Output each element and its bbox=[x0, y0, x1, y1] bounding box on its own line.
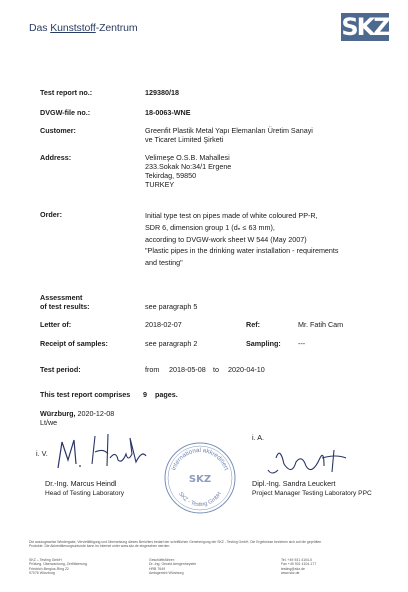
order-line: "Plastic pipes in the drinking water installation - requirements bbox=[145, 246, 339, 256]
receipt-label: Receipt of samples: bbox=[40, 339, 108, 348]
order-line: SDR 6, dimension group 1 (dₙ ≤ 63 mm), bbox=[145, 222, 275, 232]
initials: Lt/we bbox=[40, 418, 58, 427]
order-line: according to DVGW-work sheet W 544 (May 2007) bbox=[145, 234, 307, 244]
left-iv: i. V. bbox=[36, 449, 48, 458]
comprises-unit: pages. bbox=[155, 390, 178, 399]
sampling-value: --- bbox=[298, 339, 306, 348]
footer-management-line: Geschäftsführer: bbox=[149, 558, 175, 562]
ref-value: Mr. Fatih Cam bbox=[298, 320, 344, 329]
assessment-label bbox=[40, 293, 90, 311]
address-line: Tekirdag, 59850 bbox=[145, 171, 197, 180]
accreditation-stamp bbox=[160, 438, 240, 518]
footer-legal bbox=[29, 540, 384, 548]
footer-fax: Fax +49 931 4104-177 bbox=[281, 562, 317, 567]
footer-management-line: HRB 7649 bbox=[149, 566, 166, 571]
address-label: Address: bbox=[40, 153, 72, 162]
brand-suffix: -Zentrum bbox=[95, 22, 138, 34]
footer-management-line: Dr.-Ing. Gerald Aengenheyster bbox=[149, 562, 197, 567]
footer-company-line: Friedrich-Bergius-Ring 22 bbox=[29, 566, 69, 571]
report-no-value: 129380/18 bbox=[145, 88, 179, 97]
order-label: Order: bbox=[40, 210, 62, 219]
assessment-value: see paragraph 5 bbox=[145, 302, 198, 311]
address-line: Velimeşe O.S.B. Mahallesi bbox=[145, 153, 230, 162]
ref-label: Ref: bbox=[246, 320, 260, 329]
footer-phone: Tel. +49 931 4104-0 bbox=[281, 558, 313, 562]
place-date-value: 2020-12-08 bbox=[77, 409, 115, 418]
period-label: Test period: bbox=[40, 365, 81, 374]
footer-legal-line: Die auszugsweise Wiedergabe, Vervielfältigung und Übersetzung dieses Berichtes bedarf der schriftlichen Genehmigung der SKZ - Testing GmbH. Die Ergebnisse beziehen sich auf die geprüften bbox=[29, 540, 322, 544]
order-value bbox=[145, 210, 339, 269]
footer-management bbox=[149, 558, 196, 576]
footer-website-link[interactable]: www.skz.de bbox=[281, 571, 300, 576]
address-line: 233.Sokak No:34/1 Ergene bbox=[145, 162, 232, 171]
brand-wordmark bbox=[29, 22, 138, 34]
footer-company-line: 97076 Würzburg bbox=[29, 571, 55, 576]
right-signer-role: Project Manager Testing Laboratory PPC bbox=[252, 490, 372, 497]
order-line: Initial type test on pipes made of white coloured PP-R, bbox=[145, 211, 318, 220]
letter-label: Letter of: bbox=[40, 320, 72, 329]
stamp-bottom-text: SKZ - Testing GmbH bbox=[177, 491, 223, 509]
footer-contact bbox=[281, 558, 316, 576]
dvgw-label: DVGW-file no.: bbox=[40, 108, 91, 117]
place-date bbox=[40, 409, 114, 418]
left-signer-name: Dr.-Ing. Marcus Heindl bbox=[45, 479, 117, 488]
order-line: and testing" bbox=[145, 258, 183, 268]
stamp-center-text: SKZ bbox=[188, 474, 212, 485]
receipt-value: see paragraph 2 bbox=[145, 339, 198, 348]
customer-line: ve Ticaret Limited Şirketi bbox=[145, 135, 224, 144]
footer-company-line: Prüfung, Überwachung, Zertifizierung bbox=[29, 562, 87, 567]
brand-main: Kunststoff bbox=[50, 22, 96, 34]
footer-company bbox=[29, 558, 87, 576]
right-signature-image bbox=[262, 436, 362, 482]
period-to: to bbox=[213, 365, 219, 374]
footer-legal-line: Produkte. Die Akkreditierungsurkunde kann im Internet unter www.skz.de eingesehen werden. bbox=[29, 544, 171, 549]
skz-logo: SKZ bbox=[341, 13, 389, 41]
place-city: Würzburg, bbox=[40, 409, 76, 418]
brand-prefix: Das bbox=[29, 22, 51, 34]
footer-management-line: Amtsgericht Würzburg bbox=[149, 571, 184, 576]
assessment-label-line: Assessment bbox=[40, 293, 83, 302]
footer-company-line: SKZ – Testing GmbH bbox=[29, 558, 62, 562]
period-from: from bbox=[145, 365, 160, 374]
customer-label: Customer: bbox=[40, 126, 76, 135]
dvgw-value: 18-0063-WNE bbox=[145, 108, 191, 117]
right-signer-name: Dipl.-Ing. Sandra Leuckert bbox=[252, 479, 336, 488]
assessment-label-line: of test results: bbox=[40, 302, 90, 311]
period-start: 2018-05-08 bbox=[169, 365, 206, 374]
right-ia: i. A. bbox=[252, 433, 264, 442]
sampling-label: Sampling: bbox=[246, 339, 281, 348]
address-line: TURKEY bbox=[145, 180, 175, 189]
comprises-text: This test report comprises bbox=[40, 390, 131, 399]
customer-value bbox=[145, 126, 313, 144]
report-no-label: Test report no.: bbox=[40, 88, 93, 97]
footer-email-link[interactable]: testing@skz.de bbox=[281, 566, 305, 571]
left-signature-image bbox=[52, 424, 152, 474]
comprises-pages: 9 bbox=[143, 390, 147, 399]
left-signer-role: Head of Testing Laboratory bbox=[45, 490, 125, 497]
letter-value: 2018-02-07 bbox=[145, 320, 182, 329]
address-value bbox=[145, 153, 231, 189]
period-end: 2020-04-10 bbox=[228, 365, 265, 374]
customer-line: Greenfit Plastik Metal Yapı Elemanları Üretim Sanayi bbox=[145, 126, 313, 135]
stamp-top-text: international akkreditiert bbox=[170, 446, 230, 472]
